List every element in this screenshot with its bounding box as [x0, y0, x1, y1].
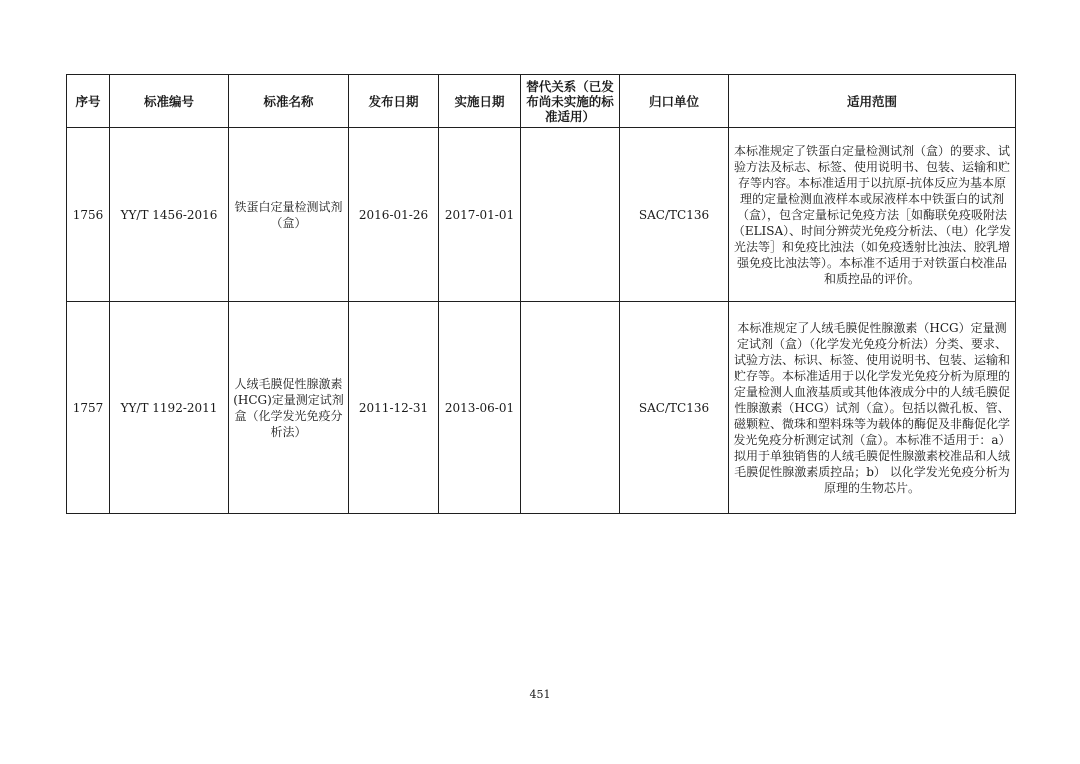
header-publish-date: 发布日期: [349, 75, 439, 128]
cell-seq: 1757: [67, 302, 110, 514]
cell-standard-name: 人绒毛膜促性腺激素(HCG)定量测定试剂盒（化学发光免疫分析法）: [229, 302, 349, 514]
table-row: [67, 302, 1016, 514]
cell-standard-name: 铁蛋白定量检测试剂（盒）: [229, 128, 349, 302]
header-standard-name: 标准名称: [229, 75, 349, 128]
table-row: [67, 128, 1016, 302]
table-header-row: [67, 75, 1016, 128]
cell-publish-date: 2011-12-31: [349, 302, 439, 514]
cell-seq: 1756: [67, 128, 110, 302]
cell-scope: 本标准规定了人绒毛膜促性腺激素（HCG）定量测定试剂（盒）（化学发光免疫分析法）分类、要求、试验方法、标识、标签、使用说明书、包装、运输和贮存等。本标准适用于以化学发光免疫分析为原理的定量检测人血液基质或其他体液成分中的人绒毛膜促性腺激素（HCG）试剂（盒）。包括以微孔板、管、磁颗粒、微珠和塑料珠等为载体的酶促及非酶促化学发光免疫分析测定试剂（盒）。本标准不适用于：a） 拟用于单独销售的人绒毛膜促性腺激素校准品和人绒毛膜促性腺激素质控品；b） 以化学发光免疫分析为原理的生物芯片。: [729, 302, 1016, 514]
header-standard-number: 标准编号: [110, 75, 229, 128]
header-agency: 归口单位: [620, 75, 729, 128]
cell-scope: 本标准规定了铁蛋白定量检测试剂（盒）的要求、试验方法及标志、标签、使用说明书、包装、运输和贮存等内容。本标准适用于以抗原-抗体反应为基本原理的定量检测血液样本或尿液样本中铁蛋白的试剂（盒），包含定量标记免疫方法［如酶联免疫吸附法（ELISA）、时间分辨荧光免疫分析法、（电）化学发光法等］和免疫比浊法（如免疫透射比浊法、胶乳增强免疫比浊法等）。本标准不适用于对铁蛋白校准品和质控品的评价。: [729, 128, 1016, 302]
page-number: 451: [529, 688, 551, 701]
header-scope: 适用范围: [729, 75, 1016, 128]
cell-agency: SAC/TC136: [620, 302, 729, 514]
header-replacement: 替代关系（已发布尚未实施的标准适用）: [521, 75, 620, 128]
cell-replacement: [521, 302, 620, 514]
cell-replacement: [521, 128, 620, 302]
header-effective-date: 实施日期: [439, 75, 521, 128]
cell-effective-date: 2017-01-01: [439, 128, 521, 302]
cell-publish-date: 2016-01-26: [349, 128, 439, 302]
cell-effective-date: 2013-06-01: [439, 302, 521, 514]
cell-standard-number: YY/T 1192-2011: [110, 302, 229, 514]
standards-table: [66, 74, 1016, 514]
header-seq: 序号: [67, 75, 110, 128]
cell-agency: SAC/TC136: [620, 128, 729, 302]
cell-standard-number: YY/T 1456-2016: [110, 128, 229, 302]
